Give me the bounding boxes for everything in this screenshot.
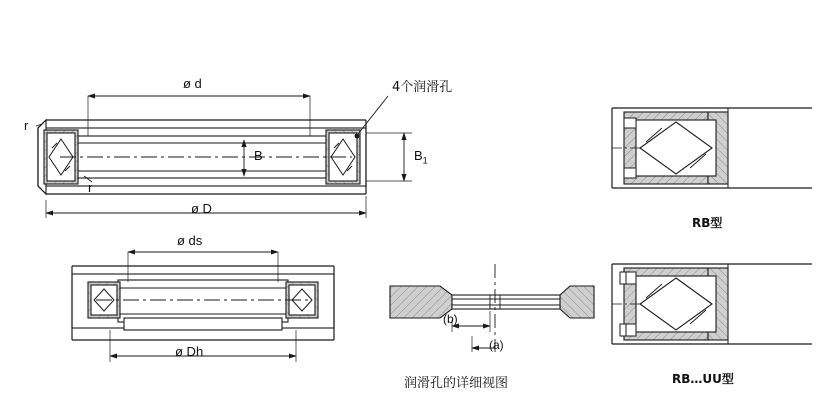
label-grease-holes: 4个润滑孔: [392, 80, 453, 95]
label-B: B: [254, 148, 263, 163]
label-B1-sub: 1: [422, 155, 428, 166]
top-section-view: [36, 96, 412, 218]
label-phi-D: ø D: [191, 201, 212, 216]
rb-type-caption: RB型: [692, 216, 723, 230]
rb-type-view: [612, 108, 812, 188]
rb-uu-type-view: [612, 264, 812, 344]
label-b: (b): [443, 312, 458, 326]
label-r-inner: r: [88, 180, 93, 195]
label-r-left: r: [24, 118, 29, 133]
label-B1-base: B: [414, 148, 423, 163]
label-a: (a): [489, 338, 504, 352]
label-phi-Dh: ø Dh: [175, 344, 204, 359]
label-B1: [414, 148, 428, 166]
label-phi-ds: ø ds: [177, 233, 203, 248]
rb-uu-type-caption: RB…UU型: [672, 372, 734, 386]
detail-caption: 润滑孔的详细视图: [404, 376, 509, 391]
label-phi-d: ø d: [183, 76, 202, 91]
